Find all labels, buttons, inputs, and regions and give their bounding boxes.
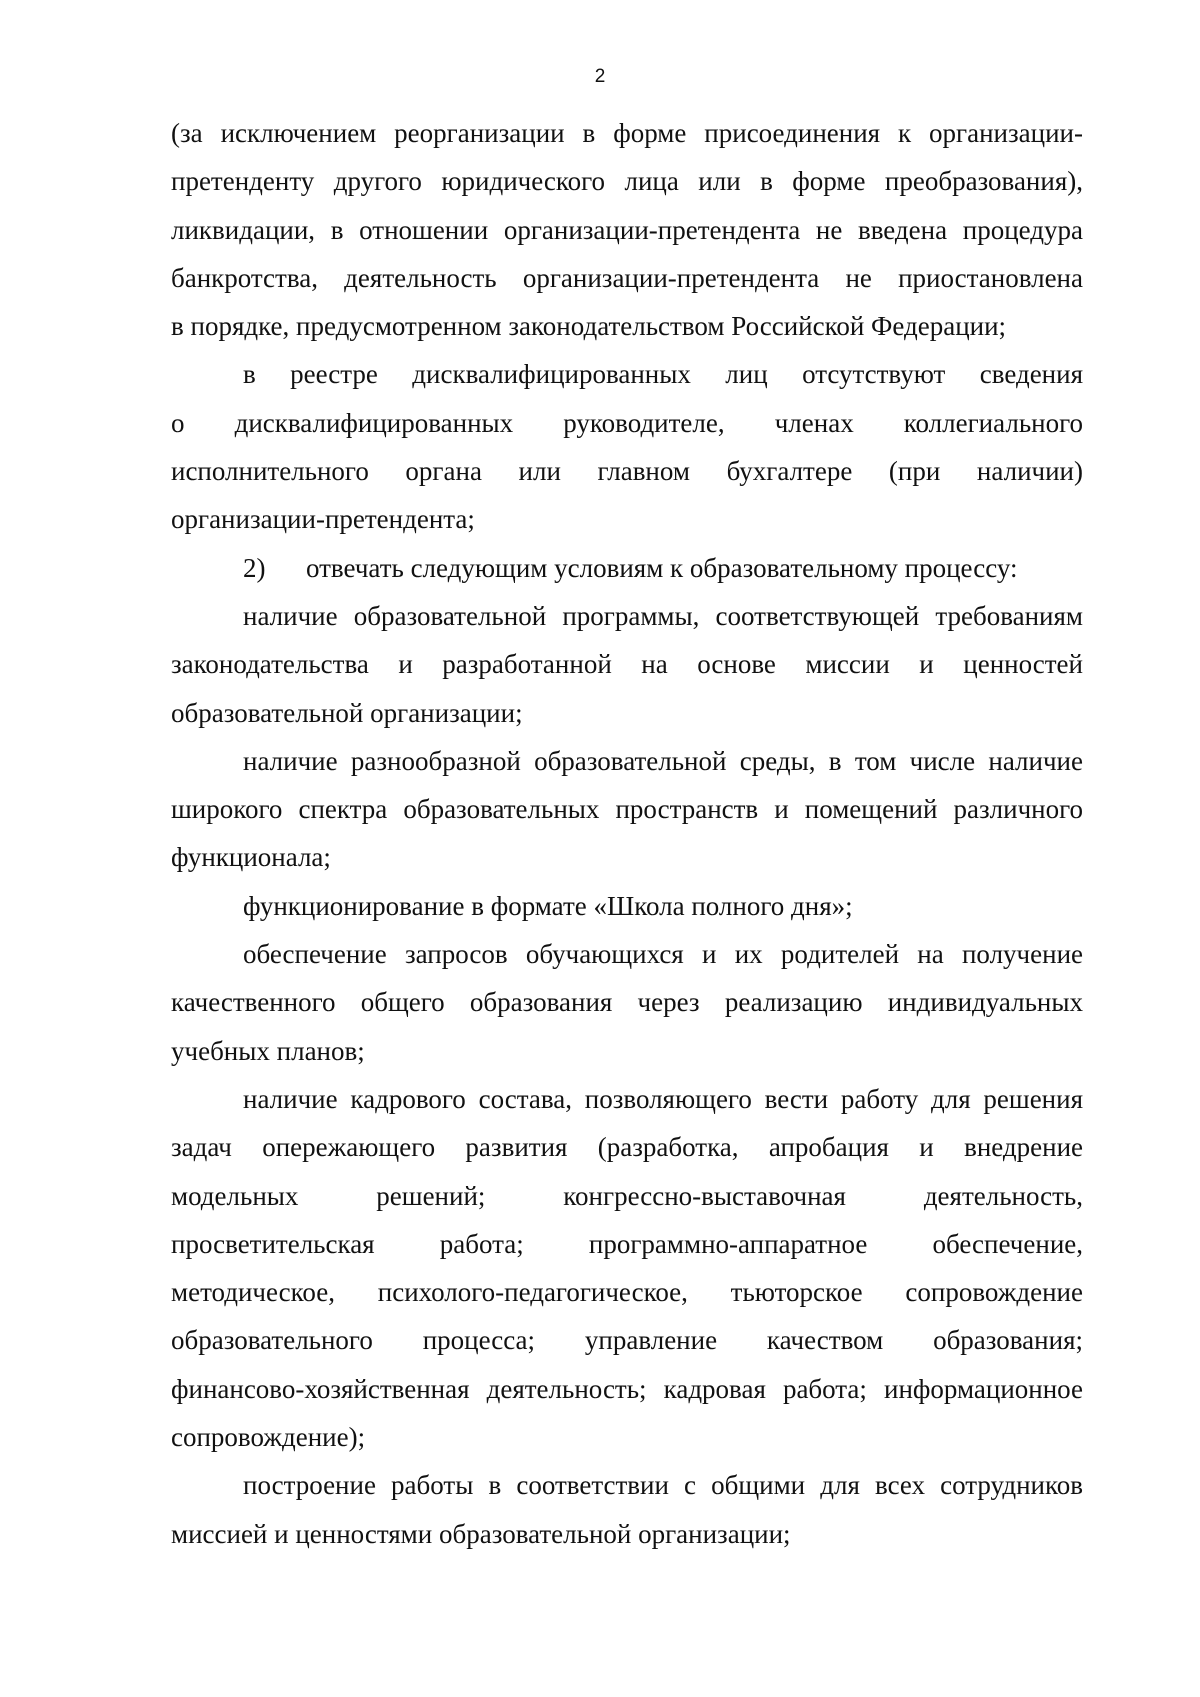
text-line: просветительская работа; программно-аппаратное обеспечение, bbox=[171, 1228, 1083, 1259]
text-line: широкого спектра образовательных пространств и помещений различного bbox=[171, 794, 1083, 825]
text-line: финансово-хозяйственная деятельность; кадровая работа; информационное bbox=[171, 1373, 1083, 1404]
text-line: обеспечение запросов обучающихся и их родителей на получение bbox=[243, 939, 1083, 970]
text-line: миссией и ценностями образовательной организации; bbox=[171, 1518, 791, 1549]
text-line: в порядке, предусмотренном законодательством Российской Федерации; bbox=[171, 311, 1007, 342]
text-line: задач опережающего развития (разработка, апробация и внедрение bbox=[171, 1132, 1083, 1163]
text-line: учебных планов; bbox=[171, 1035, 365, 1066]
text-line: в реестре дисквалифицированных лиц отсутствуют сведения bbox=[243, 359, 1083, 390]
text-line: организации-претендента; bbox=[171, 504, 475, 535]
text-line: исполнительного органа или главном бухгалтере (при наличии) bbox=[171, 456, 1083, 487]
text-line: качественного общего образования через реализацию индивидуальных bbox=[171, 987, 1083, 1018]
text-line: ликвидации, в отношении организации-претендента не введена процедура bbox=[171, 214, 1083, 245]
text-line: (за исключением реорганизации в форме присоединения к организации- bbox=[171, 118, 1083, 148]
text-line: законодательства и разработанной на основе миссии и ценностей bbox=[171, 649, 1083, 680]
text-line: о дисквалифицированных руководителе, членах коллегиального bbox=[171, 407, 1083, 438]
list-item-2: 2) отвечать следующим условиям к образовательному процессу: bbox=[243, 552, 1018, 583]
text-line: построение работы в соответствии с общими для всех сотрудников bbox=[243, 1470, 1083, 1501]
text-line: функционирование в формате «Школа полного дня»; bbox=[243, 890, 853, 921]
text-line: претенденту другого юридического лица или в форме преобразования), bbox=[171, 166, 1083, 197]
text-line: модельных решений; конгрессно-выставочная деятельность, bbox=[171, 1180, 1083, 1211]
text-line: наличие разнообразной образовательной среды, в том числе наличие bbox=[243, 745, 1083, 776]
document-body bbox=[171, 118, 1083, 1567]
text-line: образовательной организации; bbox=[171, 697, 523, 728]
text-line: наличие образовательной программы, соответствующей требованиям bbox=[243, 600, 1083, 631]
text-line: методическое, психолого-педагогическое, тьюторское сопровождение bbox=[171, 1277, 1083, 1308]
text-line: банкротства, деятельность организации-претендента не приостановлена bbox=[171, 262, 1083, 293]
text-line: наличие кадрового состава, позволяющего вести работу для решения bbox=[243, 1083, 1083, 1114]
text-line: образовательного процесса; управление качеством образования; bbox=[171, 1325, 1083, 1356]
text-line: сопровождение); bbox=[171, 1422, 366, 1453]
page-number: 2 bbox=[594, 66, 606, 87]
text-line: функционала; bbox=[171, 842, 331, 873]
